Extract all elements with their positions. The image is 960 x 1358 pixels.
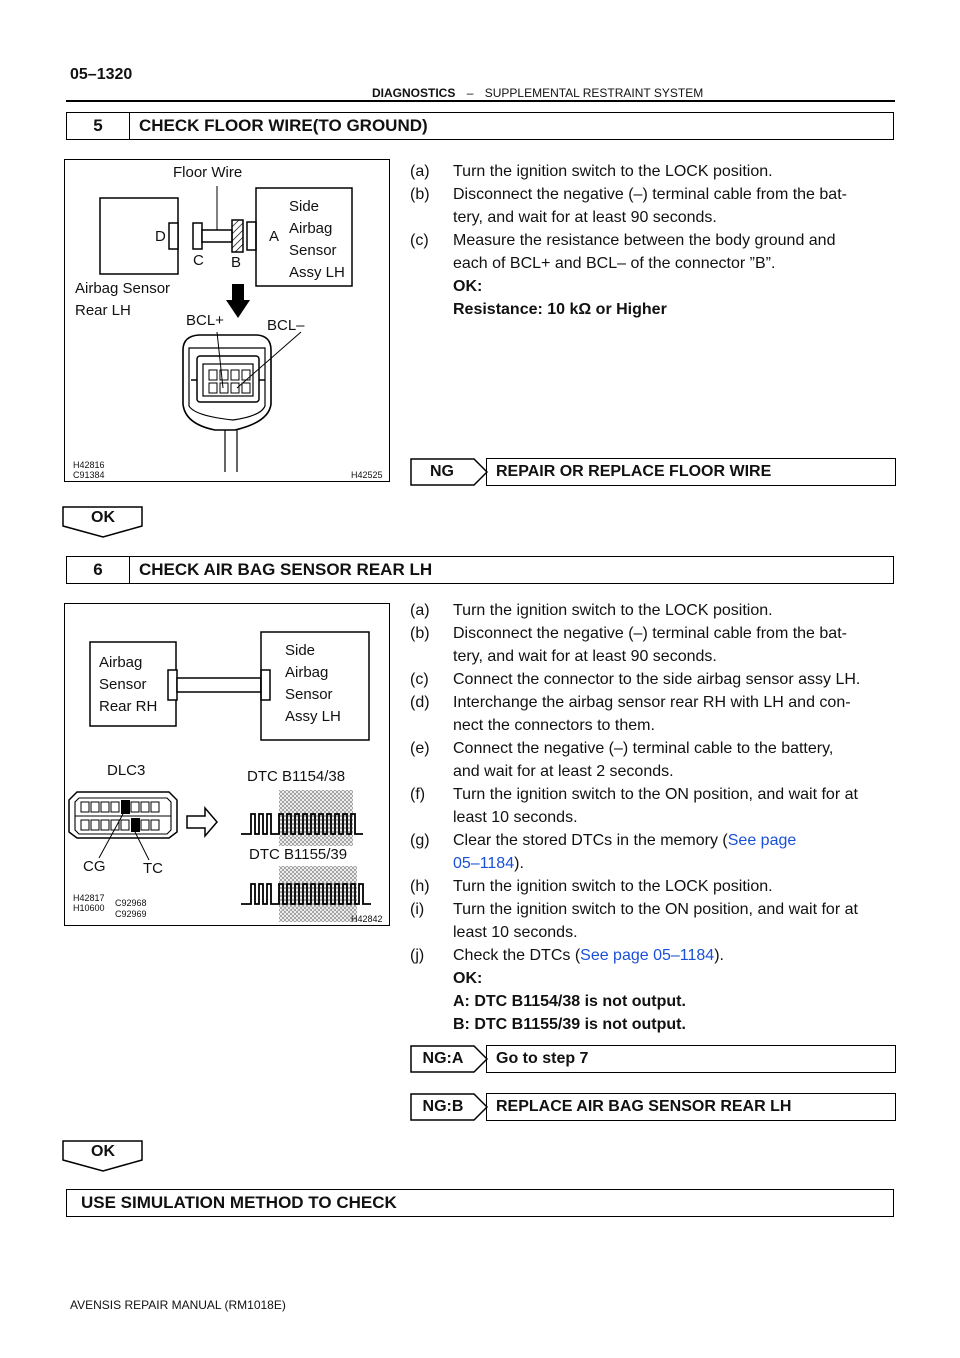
step-5-ok-tag: OK	[91, 509, 115, 526]
sensor-wire	[177, 678, 261, 692]
rear-rh-label-1: Airbag	[99, 654, 143, 671]
cg-label: CG	[83, 858, 106, 875]
step-5-number: 5	[67, 113, 130, 139]
step-6-item-c: (c) Connect the connector to the side airbag sensor assy LH.	[410, 671, 861, 688]
arrow-down-icon	[226, 300, 250, 318]
step-6-ng-a-tag: NG:A	[422, 1050, 464, 1067]
step-6-item-a: (a) Turn the ignition switch to the LOCK position.	[410, 602, 773, 619]
floor-wire	[202, 230, 232, 242]
side-assy-label-3: Sensor	[285, 686, 333, 703]
figure-code-right: H42525	[351, 470, 383, 480]
step-5-ok-tag-box	[62, 506, 144, 543]
step-6-ok-tag-box	[62, 1140, 144, 1177]
step-6-ng-b-action: REPLACE AIR BAG SENSOR REAR LH	[486, 1093, 896, 1121]
figure-code-left-1: H42816	[73, 460, 105, 470]
floor-wire-label: Floor Wire	[173, 164, 243, 181]
step-5-ok-value: Resistance: 10 kΩ or Higher	[453, 301, 667, 318]
step-6-item-g: (g) Clear the stored DTCs in the memory (See page	[410, 832, 797, 849]
step-6-item-i-cont: least 10 seconds.	[453, 924, 578, 941]
see-page-link-j[interactable]: See page 05–1184	[580, 947, 715, 964]
rear-rh-label-2: Sensor	[99, 676, 147, 693]
step-5-ng-tag: NG	[430, 463, 454, 480]
step-5-figure	[64, 159, 390, 482]
step-6-figure	[64, 603, 390, 926]
see-page-link-g[interactable]: See page	[727, 832, 797, 849]
dlc3-label: DLC3	[107, 762, 146, 779]
tc-label: TC	[143, 860, 163, 877]
step-6-ng-a-action: Go to step 7	[486, 1045, 896, 1073]
connector-b-label: B	[231, 254, 242, 271]
header-rule	[66, 100, 895, 102]
step-6-ok-b: B: DTC B1155/39 is not output.	[453, 1016, 686, 1033]
step-6-header	[66, 556, 894, 584]
figure-code-left-1: H42817	[73, 893, 105, 903]
figure-code-mid-2: C92969	[115, 909, 147, 919]
arrow-right-icon	[187, 808, 217, 836]
step-6-item-f-cont: least 10 seconds.	[453, 809, 578, 826]
side-assy-label-2: Airbag	[285, 664, 329, 681]
step-6-item-b: (b) Disconnect the negative (–) terminal cable from the bat-	[410, 625, 847, 642]
section-name: DIAGNOSTICS	[372, 86, 456, 100]
side-airbag-label-4: Assy LH	[289, 264, 345, 281]
figure-code-mid-1: C92968	[115, 898, 147, 908]
step-6-item-d: (d) Interchange the airbag sensor rear RH with LH and con-	[410, 694, 851, 711]
step-6-ok-a: A: DTC B1154/38 is not output.	[453, 993, 686, 1010]
step-5-item-b: (b) Disconnect the negative (–) terminal cable from the bat-	[410, 186, 847, 203]
final-action-box: USE SIMULATION METHOD TO CHECK	[66, 1189, 894, 1217]
step-6-title: CHECK AIR BAG SENSOR REAR LH	[139, 560, 433, 579]
rear-rh-label-3: Rear RH	[99, 698, 158, 715]
step-6-item-g-cont: 05–1184).	[453, 855, 524, 872]
step-6-item-i: (i) Turn the ignition switch to the ON position, and wait for at	[410, 901, 858, 918]
step-5-title: CHECK FLOOR WIRE(TO GROUND)	[139, 116, 428, 135]
page-number: 05–1320	[70, 66, 133, 83]
side-airbag-label-2: Airbag	[289, 220, 333, 237]
page-header-section	[372, 86, 703, 100]
step-5-item-a: (a) Turn the ignition switch to the LOCK position.	[410, 163, 773, 180]
side-airbag-label-3: Sensor	[289, 242, 337, 259]
step-6-number: 6	[67, 557, 130, 583]
header-separator: –	[466, 86, 474, 100]
step-6-item-e: (e) Connect the negative (–) terminal cable to the battery,	[410, 740, 834, 757]
connector-d-label: D	[155, 228, 166, 245]
side-assy-label-4: Assy LH	[285, 708, 341, 725]
dtc-b1155-label: DTC B1155/39	[249, 846, 348, 863]
figure-code-right: H42842	[351, 914, 383, 924]
bcl-plus-label: BCL+	[186, 312, 224, 329]
step-6-ok-tag: OK	[91, 1143, 115, 1160]
tc-terminal	[131, 818, 140, 832]
footer-manual-id: AVENSIS REPAIR MANUAL (RM1018E)	[70, 1298, 286, 1312]
see-page-link-g-cont[interactable]: 05–1184	[453, 855, 515, 872]
connector-b	[232, 220, 243, 252]
connector-c-label: C	[193, 252, 204, 269]
step-6-item-f: (f) Turn the ignition switch to the ON position, and wait for at	[410, 786, 858, 803]
step-5-header	[66, 112, 894, 140]
step-5-ok-label: OK:	[453, 278, 483, 295]
figure-code-left-2: H10600	[73, 903, 105, 913]
step-5-instructions	[410, 160, 896, 321]
step-5-ng-action: REPAIR OR REPLACE FLOOR WIRE	[486, 458, 896, 486]
dtc-b1154-label: DTC B1154/38	[247, 768, 346, 785]
connector-a-label: A	[269, 228, 280, 245]
figure-code-left-2: C91384	[73, 470, 105, 480]
step-5-ng-row	[410, 458, 896, 486]
step-6-instructions	[410, 599, 896, 1036]
dtc-b1154-waveform	[241, 790, 363, 846]
bcl-minus-label: BCL–	[267, 317, 305, 334]
step-6-ng-b-row	[410, 1093, 896, 1121]
step-6-item-j: (j) Check the DTCs (See page 05–1184).	[410, 947, 724, 964]
step-5-item-c-cont: each of BCL+ and BCL– of the connector ”B”.	[453, 255, 776, 272]
step-6-ng-a-row	[410, 1045, 896, 1073]
step-6-item-h: (h) Turn the ignition switch to the LOCK position.	[410, 878, 773, 895]
airbag-sensor-label-2: Rear LH	[75, 302, 131, 319]
step-5-item-c: (c) Measure the resistance between the body ground and	[410, 232, 836, 249]
step-6-ok-label: OK:	[453, 970, 483, 987]
step-6-item-b-cont: tery, and wait for at least 90 seconds.	[453, 648, 717, 665]
side-airbag-label-1: Side	[289, 198, 320, 215]
subsection-name: SUPPLEMENTAL RESTRAINT SYSTEM	[484, 86, 704, 100]
step-6-item-e-cont: and wait for at least 2 seconds.	[453, 763, 674, 780]
cg-terminal	[121, 800, 130, 814]
airbag-sensor-label-1: Airbag Sensor	[75, 280, 171, 297]
step-6-ng-b-tag: NG:B	[422, 1098, 464, 1115]
step-5-item-b-cont: tery, and wait for at least 90 seconds.	[453, 209, 717, 226]
side-assy-label-1: Side	[285, 642, 316, 659]
step-6-item-d-cont: nect the connectors to them.	[453, 717, 655, 734]
airbag-sensor-rear-box	[100, 198, 178, 274]
